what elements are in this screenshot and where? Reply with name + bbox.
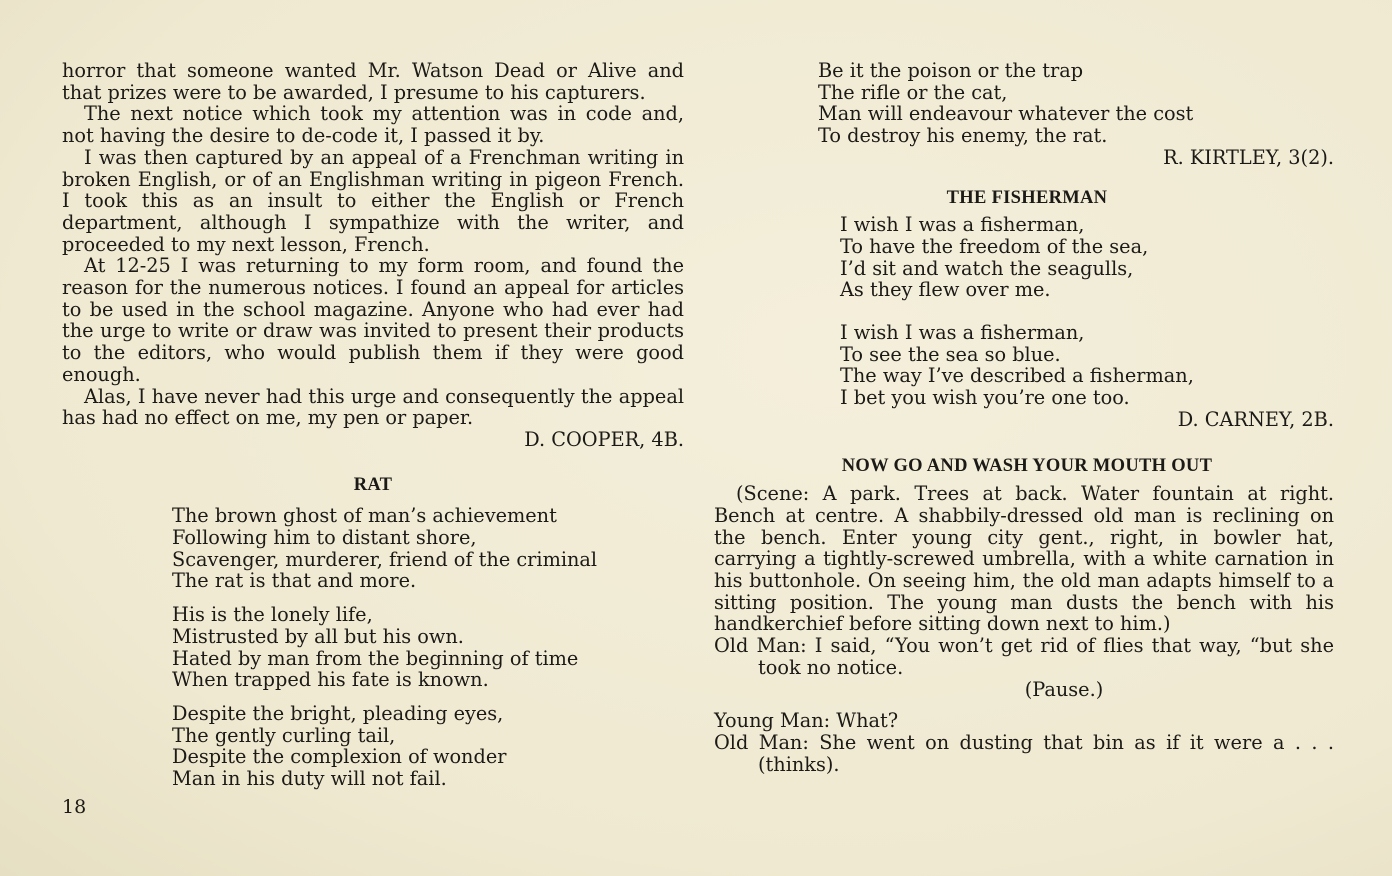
fisherman-poem-title: THE FISHERMAN <box>946 187 1108 208</box>
poem-line: The rat is that and more. <box>172 569 417 593</box>
essay-paragraph: horror that someone wanted Mr. Watson Dead or Alive and that prizes were to be awarded, I presume to his capturers. <box>62 59 684 104</box>
rat-poem <box>62 505 684 789</box>
poem-line: Despite the bright, pleading eyes, <box>172 701 504 725</box>
poem-line: Hated by man from the beginning of time <box>172 646 579 670</box>
rat-poem-final-stanza <box>714 60 1334 147</box>
poem-line: Mistrusted by all but his own. <box>172 624 464 648</box>
poem-line: I wish I was a fisherman, <box>840 213 1085 237</box>
poem-stanza <box>840 322 1334 409</box>
poem-line: To see the sea so blue. <box>840 342 1061 366</box>
stage-pause: (Pause.) <box>1024 677 1104 701</box>
dialogue-line: Old Man: I said, “You won’t get rid of flies that way, “but she took no notice. <box>714 634 1334 679</box>
essay-paragraph: Alas, I have never had this urge and consequently the appeal has had no effect on me, my pen or paper. <box>62 384 684 430</box>
essay-paragraph: At 12-25 I was returning to my form room, and found the reason for the numerous notices. I found an appeal for articles to be used in the school magazine. Anyone who had ever had the urge to write or draw was invited to present their products to the editors, who would publish them if they were good enough. <box>62 254 684 386</box>
poem-line: Man in his duty will not fail. <box>172 767 447 791</box>
right-column <box>714 60 1334 775</box>
fisherman-poem-author: D. CARNEY, 2B. <box>1177 407 1334 431</box>
poem-line: Despite the complexion of wonder <box>172 745 507 769</box>
poem-line: I wish I was a fisherman, <box>840 321 1085 345</box>
essay-paragraph: The next notice which took my attention was in code and, not having the desire to de-code it, I passed it by. <box>62 102 684 148</box>
poem-line: I bet you wish you’re one too. <box>840 386 1130 410</box>
poem-line: The way I’ve described a fisherman, <box>840 364 1194 388</box>
poem-stanza <box>172 703 684 790</box>
dialogue-line: Young Man: What? <box>714 709 899 733</box>
page-number: 18 <box>62 796 87 818</box>
essay-paragraph: I was then captured by an appeal of a Frenchman writing in broken English, or of an Englishman writing in pigeon French. I took this as an insult to either the English or French department, although I sympathize with the writer, and proceeded to my next lesson, French. <box>62 145 684 256</box>
play-title: NOW GO AND WASH YOUR MOUTH OUT <box>841 455 1213 476</box>
essay-author: D. COOPER, 4B. <box>524 427 684 451</box>
poem-line: His is the lonely life, <box>172 603 373 627</box>
fisherman-poem <box>714 214 1334 409</box>
poem-stanza <box>840 214 1334 301</box>
poem-line: The brown ghost of man’s achievement <box>172 504 557 528</box>
poem-stanza <box>172 604 684 691</box>
poem-stanza <box>172 505 684 592</box>
poem-line: To destroy his enemy, the rat. <box>818 124 1108 148</box>
poem-line: The rifle or the cat, <box>818 80 1008 104</box>
poem-line: Scavenger, murderer, friend of the criminal <box>172 547 598 571</box>
poem-line: Following him to distant shore, <box>172 526 477 550</box>
left-column <box>62 60 684 790</box>
poem-line: I’d sit and watch the seagulls, <box>840 256 1134 280</box>
poem-line: When trapped his fate is known. <box>172 668 489 692</box>
stage-directions: (Scene: A park. Trees at back. Water fountain at right. Bench at centre. A shabbily-dressed old man is reclining on the bench. Enter young city gent., right, in bowler hat, carrying a tightly-screwed umbrella, with a white carnation in his buttonhole. On seeing him, the old man adapts himself to a sitting position. The young man dusts the bench with his handkerchief before sitting down next to him.) <box>714 482 1334 636</box>
poem-line: Man will endeavour whatever the cost <box>818 102 1194 126</box>
rat-poem-author: R. KIRTLEY, 3(2). <box>1163 145 1334 169</box>
poem-line: Be it the poison or the trap <box>818 59 1084 82</box>
poem-line: To have the freedom of the sea, <box>840 234 1149 258</box>
poem-line: As they flew over me. <box>840 278 1051 302</box>
rat-poem-title: RAT <box>353 474 393 495</box>
poem-line: The gently curling tail, <box>172 723 396 747</box>
dialogue-line: Old Man: She went on dusting that bin as if it were a . . . (thinks). <box>714 730 1334 776</box>
